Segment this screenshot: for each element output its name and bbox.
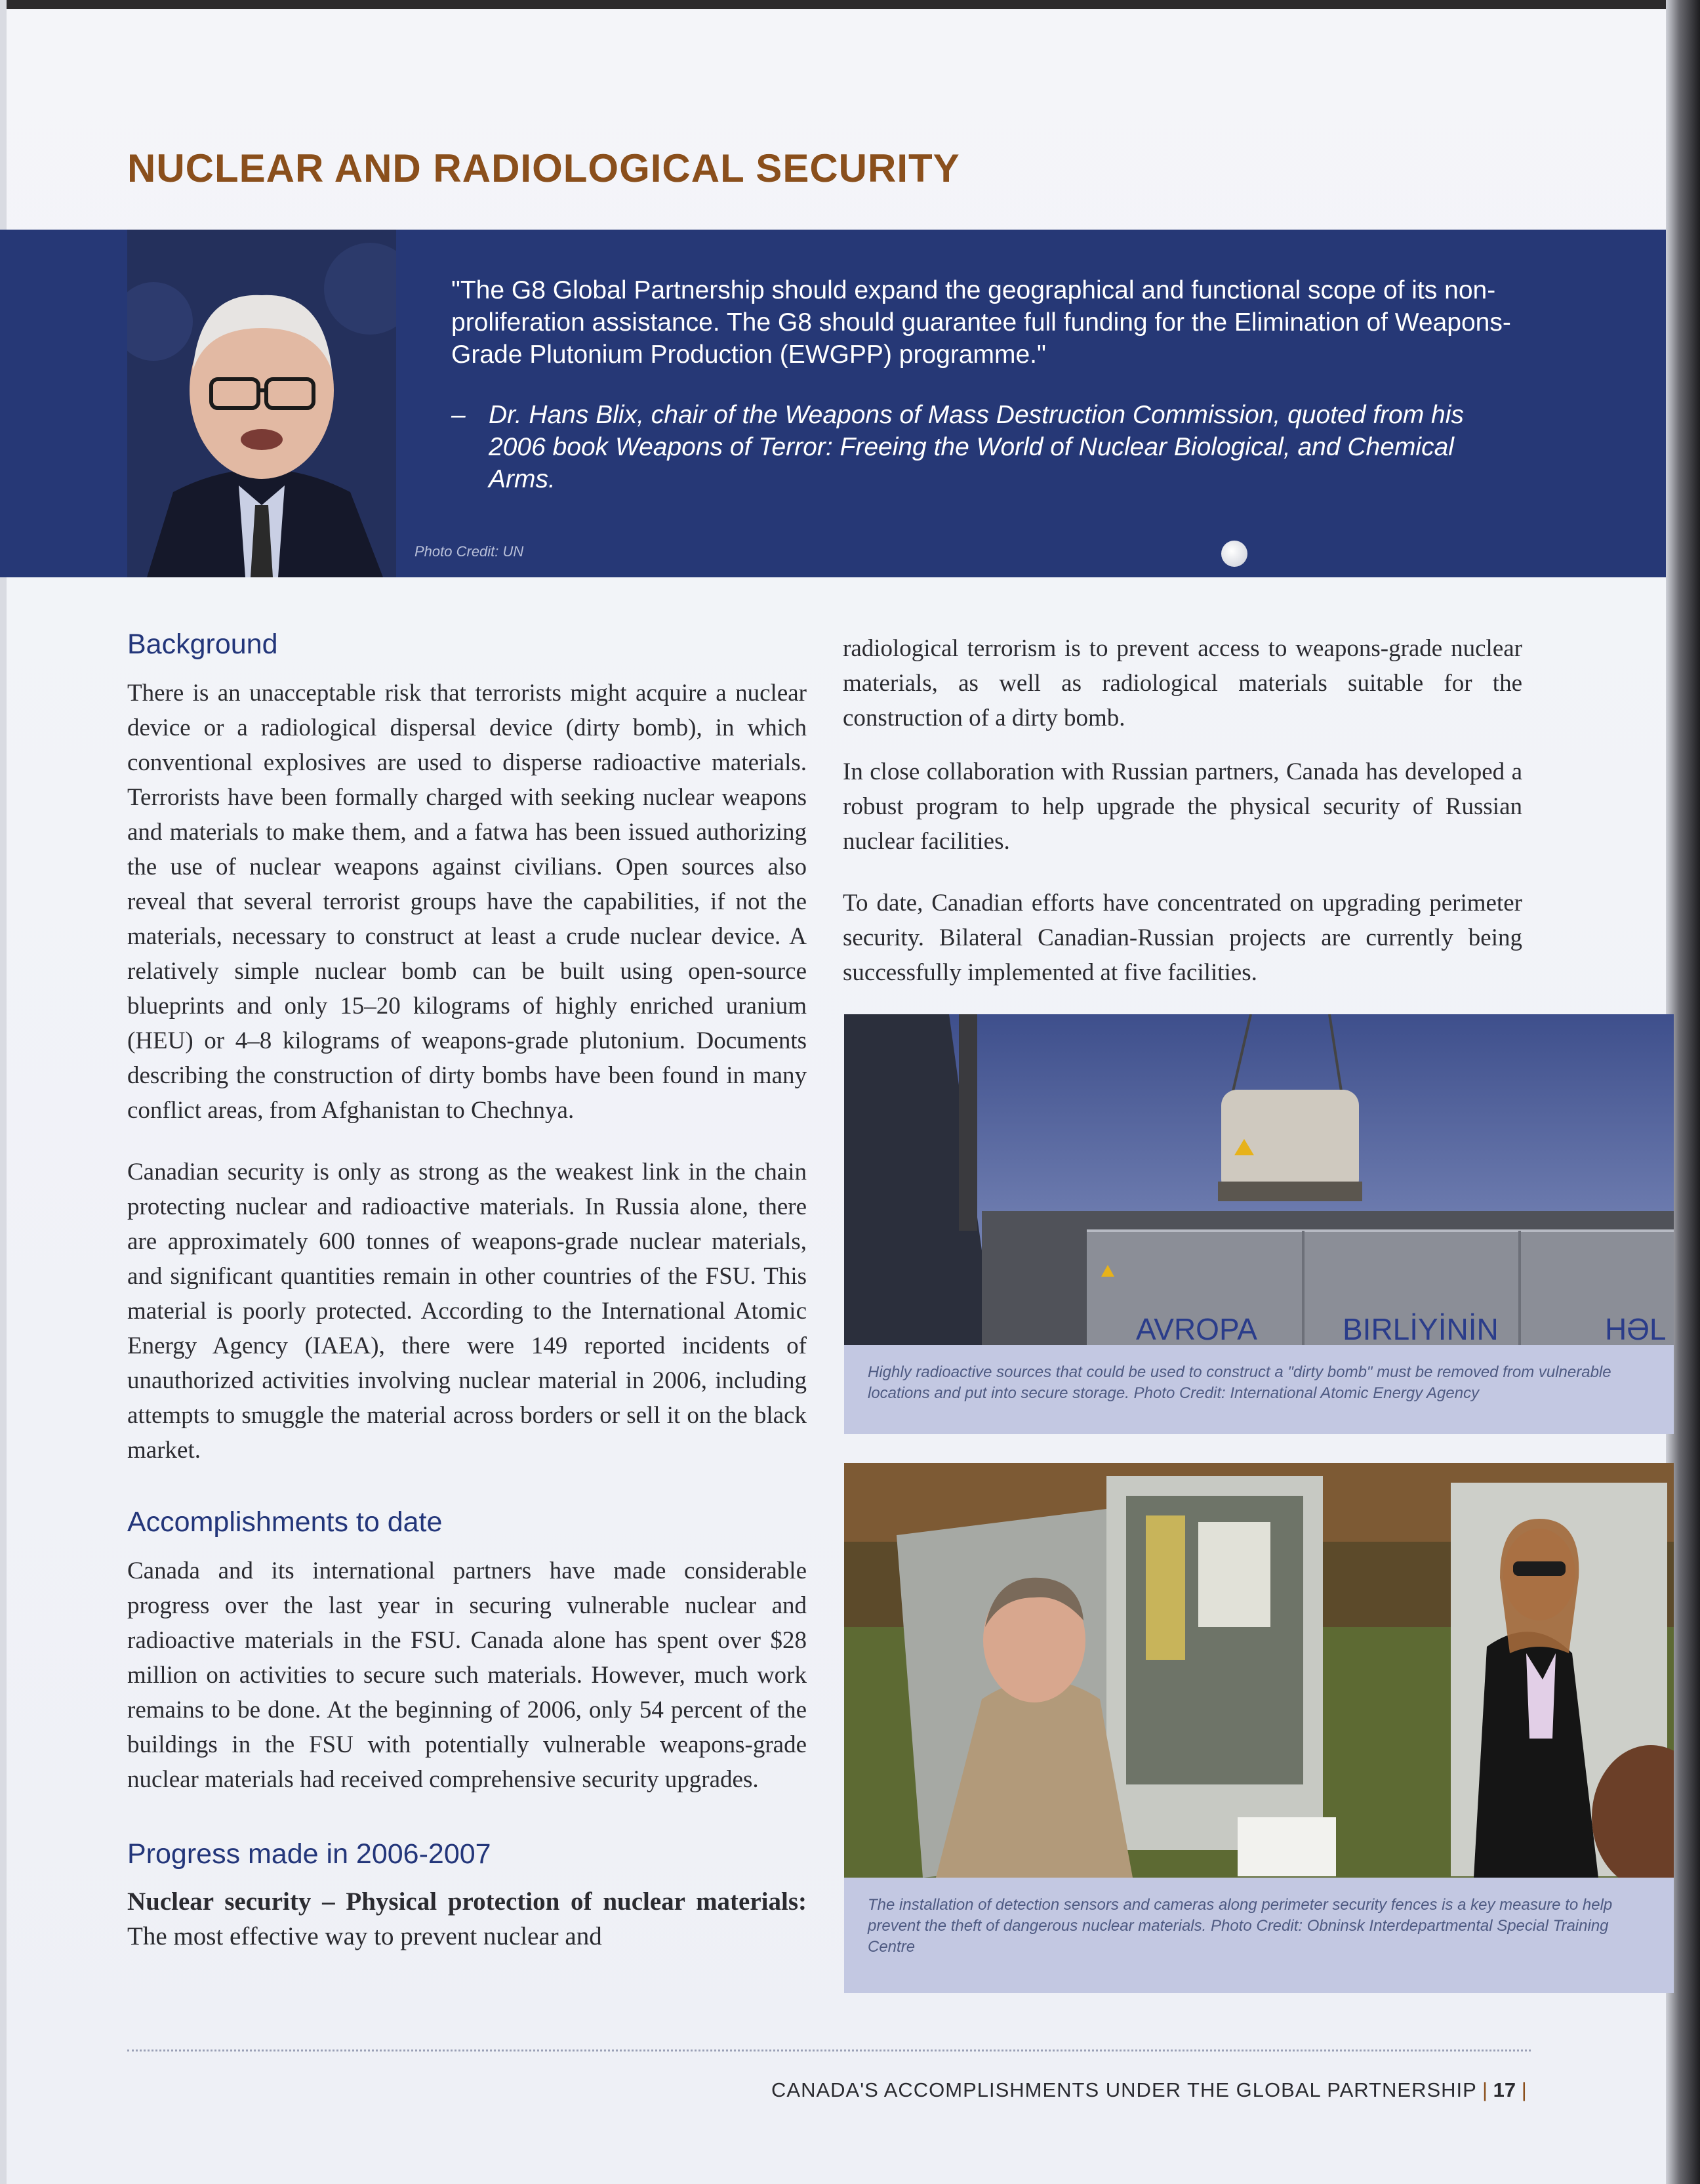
figure-1-caption: Highly radioactive sources that could be used to construct a "dirty bomb" must be removed from vulnerable locations and put into secure storage. Photo Credit: International Atomic Energy Agency [868, 1363, 1611, 1402]
footer-divider [127, 2050, 1531, 2051]
figure-1-image [844, 1014, 1674, 1345]
figure-1 [844, 1014, 1674, 1434]
truck-lettering-2: BIRLİYİNİN [1343, 1312, 1499, 1345]
portrait-photo-credit: Photo Credit: UN [415, 543, 524, 560]
heading-progress: Progress made in 2006-2007 [127, 1838, 491, 1870]
attribution-text: Dr. Hans Blix, chair of the Weapons of Mass Destruction Commission, quoted from his 2006 book Weapons of Terror: Freeing the World of Nuclear Biological, and Chemical Arms. [489, 401, 1464, 493]
heading-accomplishments: Accomplishments to date [127, 1506, 443, 1538]
background-paragraph-2: Canadian security is only as strong as the weakest link in the chain protecting nuclear and radioactive materials. In Russia alone, there are approximately 600 tonnes of weapons-grade nuclear materials, and significant quantities remain in other countries of the FSU. This material is poorly protected. According to the International Atomic Energy Agency (IAEA), there were 149 reported incidents of unauthorized activities involving nuclear material in 2006, including attempts to smuggle the material across borders or sell it on the black market. [127, 1159, 807, 1464]
truck-lettering-3: HƏL [1605, 1312, 1667, 1345]
portrait-photo [127, 230, 396, 577]
page-top-edge [0, 0, 1700, 9]
page-number: | 17 | [1482, 2078, 1527, 2101]
progress-lead-paragraph [127, 1884, 807, 1954]
right-paragraph-2: In close collaboration with Russian partners, Canada has developed a robust program to help upgrade the physical security of Russian nuclear facilities. [843, 758, 1522, 855]
footer-running-title: CANADA'S ACCOMPLISHMENTS UNDER THE GLOBAL PARTNERSHIP [771, 2078, 1477, 2101]
heading-background: Background [127, 628, 278, 660]
figure-2-image [844, 1463, 1674, 1878]
quote-attribution [451, 399, 1527, 495]
truck-lettering-1: AVROPA [1136, 1312, 1257, 1345]
figure-2-caption: The installation of detection sensors and cameras along perimeter security fences is a key measure to help prevent the theft of dangerous nuclear materials. Photo Credit: Obninsk Interdepartmental Special Training Centre [868, 1896, 1613, 1956]
progress-lead-bold: Nuclear security – Physical protection of nuclear materials: [127, 1887, 807, 1916]
portrait-illustration [127, 230, 396, 577]
attribution-dash: – [451, 401, 466, 429]
right-paragraph-1: radiological terrorism is to prevent access to weapons-grade nuclear materials, as well as radiological materials suitable for the construction of a dirty bomb. [843, 635, 1522, 731]
figure-2 [844, 1463, 1674, 1993]
decorative-dot [1221, 541, 1247, 567]
accomplishments-paragraph: Canada and its international partners have made considerable progress over the last year in securing vulnerable nuclear and radioactive materials in the FSU. Canada alone has spent over $28 million on activities to secure such materials. However, much work remains to be done. At the beginning of 2006, only 54 percent of the buildings in the FSU with potentially vulnerable weapons-grade nuclear materials had received comprehensive security upgrades. [127, 1557, 807, 1793]
page-number-value: 17 [1493, 2078, 1516, 2101]
background-paragraph-1: There is an unacceptable risk that terrorists might acquire a nuclear device or a radiological dispersal device (dirty bomb), in which conventional explosives are used to disperse radioactive materials. Terrorists have been formally charged with seeking nuclear weapons and materials to make them, and a fatwa has been issued authorizing the use of nuclear weapons against civilians. Open sources also reveal that several terrorist groups have the capabilities, if not the materials, necessary to construct at least a crude nuclear device. A relatively simple nuclear bomb can be built using open-source blueprints and only 15–20 kilograms of highly enriched uranium (HEU) or 4–8 kilograms of weapons-grade plutonium. Documents describing the construction of dirty bombs have been found in many conflict areas, from Afghanistan to Chechnya. [127, 680, 807, 1124]
pull-quote: "The G8 Global Partnership should expand the geographical and functional scope of its non-proliferation assistance. The G8 should guarantee full funding for the Elimination of Weapons-Grade Plutonium Production (EWGPP) programme." [451, 276, 1511, 369]
progress-lead-text: The most effective way to prevent nuclear and [127, 1922, 602, 1950]
right-paragraph-3: To date, Canadian efforts have concentrated on upgrading perimeter security. Bilateral Canadian-Russian projects are currently being successfully implemented at five facilities. [843, 890, 1522, 986]
page-title: NUCLEAR AND RADIOLOGICAL SECURITY [127, 146, 960, 190]
